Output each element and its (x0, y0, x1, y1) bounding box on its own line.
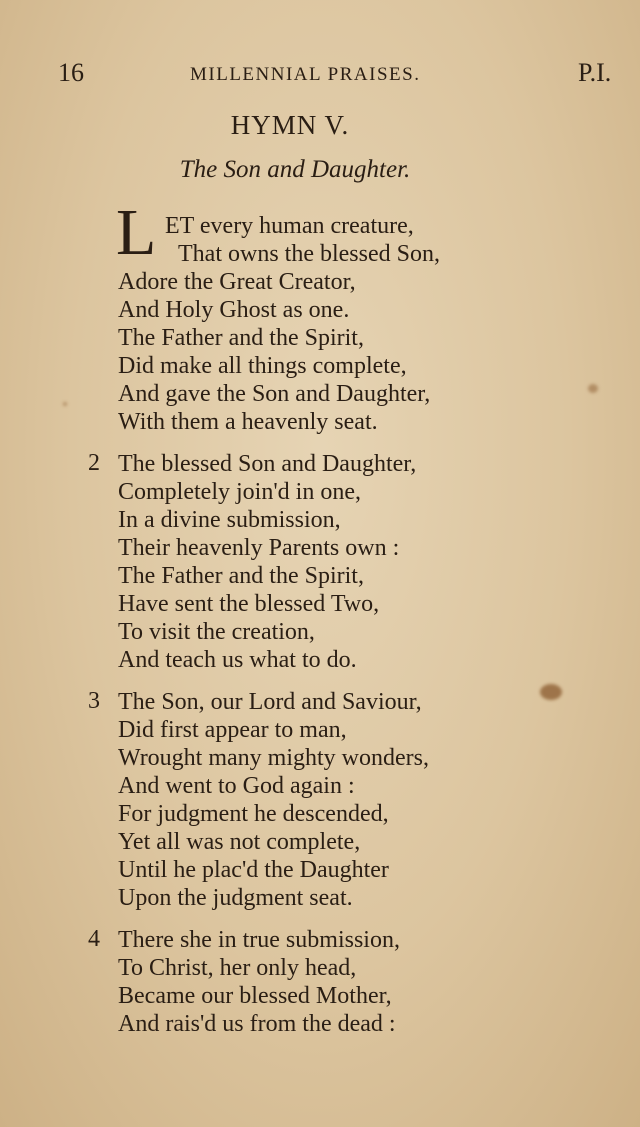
verse-line: Yet all was not complete, (118, 829, 361, 855)
verse-line: Did first appear to man, (118, 717, 347, 743)
hymn-title: HYMN V. (230, 110, 350, 140)
verse-line: And teach us what to do. (118, 647, 357, 673)
verse-number: 2 (88, 450, 100, 476)
verse-line: There she in true submission, (118, 927, 400, 953)
verse-line: And gave the Son and Daughter, (118, 381, 431, 407)
verse-line: For judgment he descended, (118, 801, 389, 827)
verse-line: Until he plac'd the Daughter (118, 857, 389, 883)
verse-line: And went to God again : (118, 773, 355, 799)
ink-stain (540, 684, 562, 700)
page-number: 16 (58, 58, 84, 87)
page-header (0, 58, 640, 90)
drop-cap: L (116, 196, 157, 269)
hymn-subtitle: The Son and Daughter. (179, 156, 411, 183)
verse-line: The blessed Son and Daughter, (118, 451, 417, 477)
verse-line: Their heavenly Parents own : (118, 535, 400, 561)
part-label: P.I. (578, 58, 612, 87)
verse-line: The Father and the Spirit, (118, 563, 364, 589)
verse-line: That owns the blessed Son, (178, 241, 440, 267)
verse-line: The Son, our Lord and Saviour, (118, 689, 422, 715)
running-title: MILLENNIAL PRAISES. (190, 64, 421, 85)
verse-line: With them a heavenly seat. (118, 409, 378, 435)
verse-line: Wrought many mighty wonders, (118, 745, 429, 771)
verse-line: And Holy Ghost as one. (118, 297, 350, 323)
verse-line: To visit the creation, (118, 619, 315, 645)
ink-stain (588, 384, 598, 393)
verse-line: The Father and the Spirit, (118, 325, 364, 351)
verse-line: And rais'd us from the dead : (118, 1011, 396, 1037)
verse-line: Completely join'd in one, (118, 479, 361, 505)
verse-line: To Christ, her only head, (118, 955, 357, 981)
verse-line: Upon the judgment seat. (118, 885, 353, 911)
verse-line: Have sent the blessed Two, (118, 591, 380, 617)
ink-stain (63, 402, 67, 406)
verse-line: Adore the Great Creator, (118, 269, 356, 295)
verse-number: 4 (88, 926, 100, 952)
verse-line: Became our blessed Mother, (118, 983, 392, 1009)
verse-line: ET every human creature, (165, 213, 414, 239)
verse-number: 3 (88, 688, 100, 714)
verse-line: Did make all things complete, (118, 353, 407, 379)
verse-line: In a divine submission, (118, 507, 341, 533)
